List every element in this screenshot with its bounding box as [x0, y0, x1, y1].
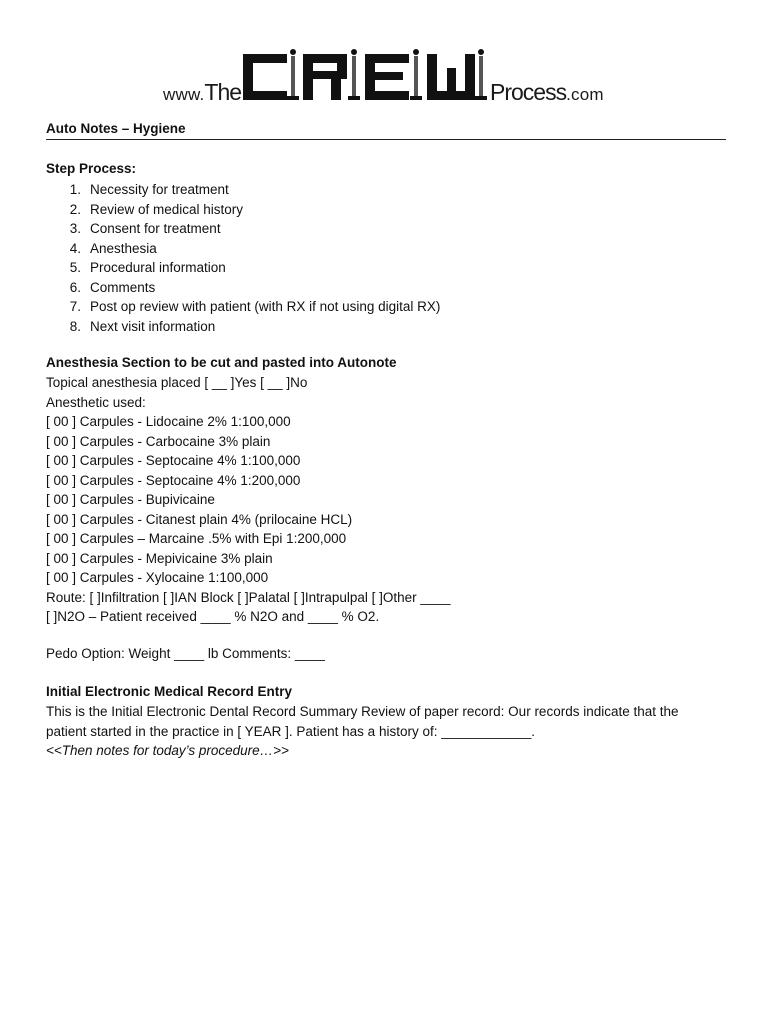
step-process-heading: Step Process:: [46, 161, 137, 176]
logo-www: www.: [163, 85, 205, 104]
emr-line-3: <<Then notes for today’s procedure…>>: [46, 743, 289, 758]
crew-process-logo: [163, 46, 608, 104]
logo-prefix: [163, 79, 241, 106]
step-process-list: [46, 180, 440, 336]
anesthesia-line: [ 00 ] Carpules – Marcaine .5% with Epi 1:200,000: [46, 531, 347, 546]
anesthesia-line: Topical anesthesia placed [ __ ]Yes [ __ ]No: [46, 375, 308, 390]
emr-line-2: patient started in the practice in [ YEAR ]. Patient has a history of: ____________.: [46, 723, 536, 739]
list-item: 4. Anesthesia: [69, 240, 157, 256]
emr-lines: [46, 702, 679, 761]
list-item: 3. Consent for treatment: [69, 221, 221, 236]
list-item: 1. Necessity for treatment: [69, 182, 229, 197]
anesthesia-line: [ 00 ] Carpules - Bupivicaine: [46, 492, 215, 507]
anesthesia-line: [ 00 ] Carpules - Xylocaine 1:100,000: [46, 570, 269, 585]
list-item: 8. Next visit information: [69, 318, 216, 334]
pedo-option-line: Pedo Option: Weight ____ lb Comments: ____: [46, 646, 325, 661]
emr-heading: Initial Electronic Medical Record Entry: [46, 684, 293, 699]
emr-line-1: This is the Initial Electronic Dental Record Summary Review of paper record: Our records indicate that the: [46, 704, 679, 719]
list-item: 6. Comments: [69, 279, 156, 295]
list-item: 5. Procedural information: [69, 260, 226, 275]
logo-process: Process: [490, 79, 567, 105]
anesthesia-line: [ 00 ] Carpules - Citanest plain 4% (prilocaine HCL): [46, 511, 353, 527]
logo-com: .com: [566, 85, 604, 104]
list-item: 2. Review of medical history: [69, 201, 244, 217]
document-title: Auto Notes – Hygiene: [46, 121, 186, 136]
anesthesia-line: [ 00 ] Carpules - Carbocaine 3% plain: [46, 433, 271, 449]
title-divider: [46, 139, 726, 140]
logo-suffix: [490, 79, 604, 106]
list-item: 7. Post op review with patient (with RX if not using digital RX): [69, 299, 441, 314]
anesthesia-line: [ 00 ] Carpules - Septocaine 4% 1:200,000: [46, 472, 301, 488]
anesthesia-lines: [46, 373, 450, 627]
anesthesia-line: [ ]N2O – Patient received ____ % N2O and ____ % O2.: [46, 609, 380, 624]
crew-logo-mark: [243, 46, 491, 104]
logo-the: The: [204, 79, 242, 105]
anesthesia-line: [ 00 ] Carpules - Septocaine 4% 1:100,000: [46, 453, 301, 468]
anesthesia-heading: Anesthesia Section to be cut and pasted into Autonote: [46, 355, 397, 370]
anesthesia-line: Anesthetic used:: [46, 394, 146, 410]
anesthesia-line: Route: [ ]Infiltration [ ]IAN Block [ ]Palatal [ ]Intrapulpal [ ]Other ____: [46, 589, 451, 605]
anesthesia-line: [ 00 ] Carpules - Mepivicaine 3% plain: [46, 550, 273, 566]
anesthesia-line: [ 00 ] Carpules - Lidocaine 2% 1:100,000: [46, 414, 291, 429]
